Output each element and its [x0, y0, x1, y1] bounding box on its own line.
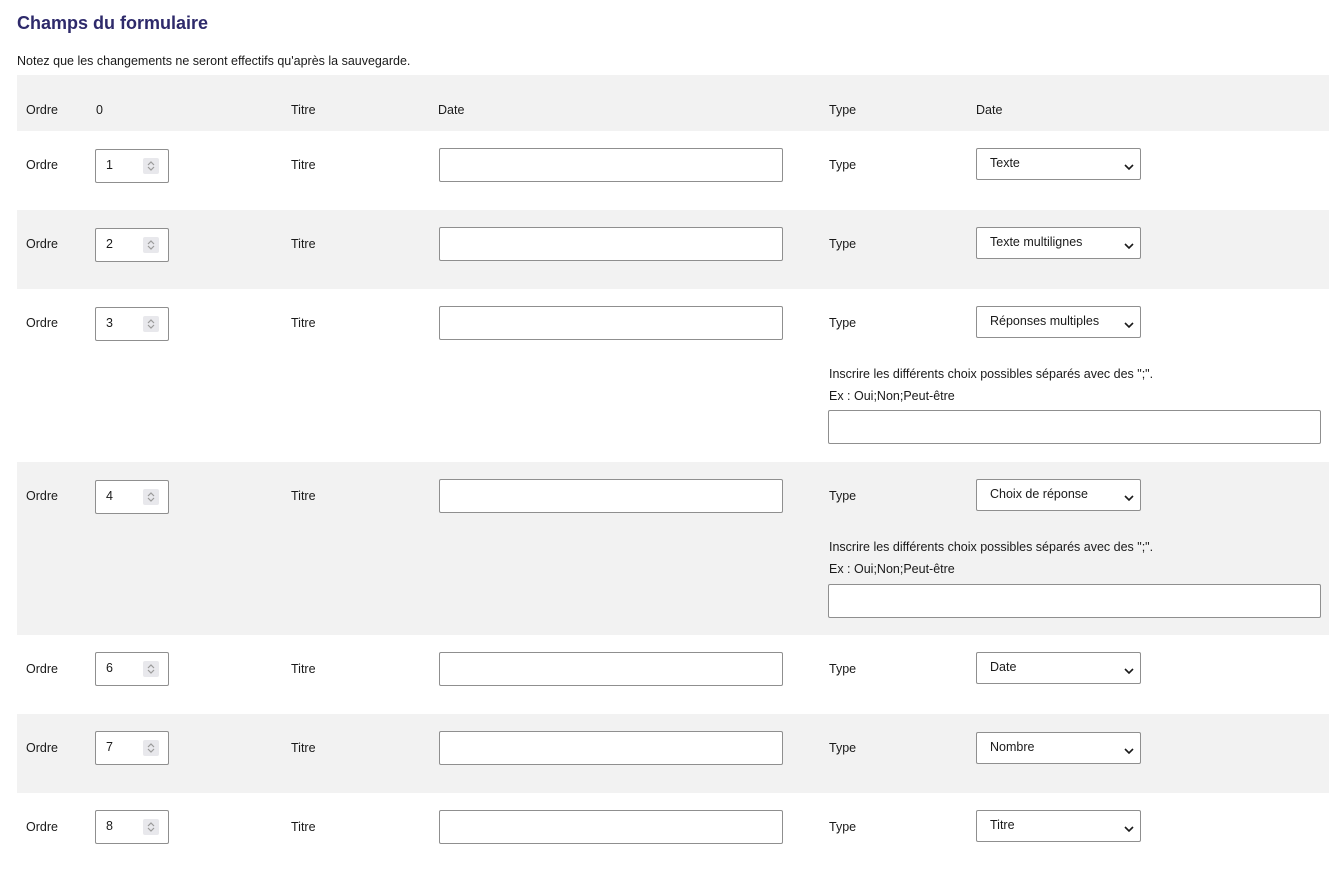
title-input[interactable] — [439, 479, 783, 513]
type-label: Type — [829, 316, 857, 330]
table-header-row — [17, 75, 1329, 131]
choices-input[interactable] — [828, 584, 1321, 618]
field-row — [17, 714, 1329, 793]
field-row — [17, 210, 1329, 289]
order-value: 3 — [106, 316, 113, 330]
type-select-value: Texte — [990, 156, 1020, 170]
page-title: Champs du formulaire — [17, 13, 209, 33]
type-label: Type — [829, 158, 857, 172]
title-input[interactable] — [439, 227, 783, 261]
chevron-down-icon — [1124, 160, 1134, 174]
title-input[interactable] — [439, 810, 783, 844]
header-type: Type — [829, 103, 857, 117]
type-select-value: Nombre — [990, 740, 1035, 754]
type-select[interactable] — [976, 810, 1141, 842]
chevron-down-icon — [1124, 239, 1134, 253]
type-select[interactable] — [976, 732, 1141, 764]
type-select[interactable] — [976, 306, 1141, 338]
spinner-updown-icon[interactable] — [143, 237, 159, 253]
order-value: 2 — [106, 237, 113, 251]
choices-help-text: Inscrire les différents choix possibles séparés avec des ";". — [829, 540, 1154, 554]
field-row — [17, 635, 1329, 714]
chevron-down-icon — [1124, 491, 1134, 505]
type-select-value: Titre — [990, 818, 1015, 832]
spinner-updown-icon[interactable] — [143, 158, 159, 174]
type-select[interactable] — [976, 479, 1141, 511]
type-label: Type — [829, 662, 857, 676]
order-label: Ordre — [26, 237, 58, 251]
order-value: 1 — [106, 158, 113, 172]
order-stepper[interactable] — [95, 810, 169, 844]
choices-help — [829, 363, 1153, 407]
order-label: Ordre — [26, 489, 58, 503]
choices-input[interactable] — [828, 410, 1321, 444]
title-label: Titre — [291, 316, 316, 330]
order-value: 6 — [106, 661, 113, 675]
header-date: Date — [438, 103, 465, 117]
header-type-value: Date — [976, 103, 1003, 117]
header-ordre: Ordre — [26, 103, 58, 117]
spinner-updown-icon[interactable] — [143, 819, 159, 835]
title-label: Titre — [291, 662, 316, 676]
order-label: Ordre — [26, 741, 58, 755]
order-value: 7 — [106, 740, 113, 754]
spinner-updown-icon[interactable] — [143, 489, 159, 505]
order-label: Ordre — [26, 158, 58, 172]
order-label: Ordre — [26, 820, 58, 834]
type-select[interactable] — [976, 652, 1141, 684]
choices-help — [829, 536, 1153, 580]
field-row — [17, 131, 1329, 210]
order-stepper[interactable] — [95, 149, 169, 183]
chevron-down-icon — [1124, 318, 1134, 332]
type-select[interactable] — [976, 148, 1141, 180]
type-select-value: Choix de réponse — [990, 487, 1088, 501]
type-select-value: Réponses multiples — [990, 314, 1100, 328]
title-label: Titre — [291, 489, 316, 503]
choices-example-text: Ex : Oui;Non;Peut-être — [829, 389, 955, 403]
title-input[interactable] — [439, 148, 783, 182]
field-row — [17, 793, 1329, 863]
order-stepper[interactable] — [95, 307, 169, 341]
type-select-value: Texte multilignes — [990, 235, 1083, 249]
type-label: Type — [829, 237, 857, 251]
header-order-value: 0 — [96, 103, 103, 117]
choices-example-text: Ex : Oui;Non;Peut-être — [829, 562, 955, 576]
order-label: Ordre — [26, 662, 58, 676]
choices-help-text: Inscrire les différents choix possibles séparés avec des ";". — [829, 367, 1154, 381]
title-label: Titre — [291, 158, 316, 172]
header-titre: Titre — [291, 103, 316, 117]
chevron-down-icon — [1124, 664, 1134, 678]
type-select-value: Date — [990, 660, 1017, 674]
chevron-down-icon — [1124, 744, 1134, 758]
save-note: Notez que les changements ne seront effectifs qu'après la sauvegarde. — [17, 54, 411, 68]
order-value: 4 — [106, 489, 113, 503]
type-label: Type — [829, 820, 857, 834]
title-input[interactable] — [439, 306, 783, 340]
title-input[interactable] — [439, 731, 783, 765]
title-label: Titre — [291, 741, 316, 755]
spinner-updown-icon[interactable] — [143, 661, 159, 677]
order-value: 8 — [106, 819, 113, 833]
field-row — [17, 462, 1329, 635]
spinner-updown-icon[interactable] — [143, 316, 159, 332]
title-input[interactable] — [439, 652, 783, 686]
type-label: Type — [829, 741, 857, 755]
type-select[interactable] — [976, 227, 1141, 259]
form-fields-table — [17, 75, 1329, 863]
order-stepper[interactable] — [95, 228, 169, 262]
spinner-updown-icon[interactable] — [143, 740, 159, 756]
chevron-down-icon — [1124, 822, 1134, 836]
type-label: Type — [829, 489, 857, 503]
order-stepper[interactable] — [95, 480, 169, 514]
order-label: Ordre — [26, 316, 58, 330]
title-label: Titre — [291, 237, 316, 251]
title-label: Titre — [291, 820, 316, 834]
order-stepper[interactable] — [95, 652, 169, 686]
field-row — [17, 289, 1329, 462]
order-stepper[interactable] — [95, 731, 169, 765]
